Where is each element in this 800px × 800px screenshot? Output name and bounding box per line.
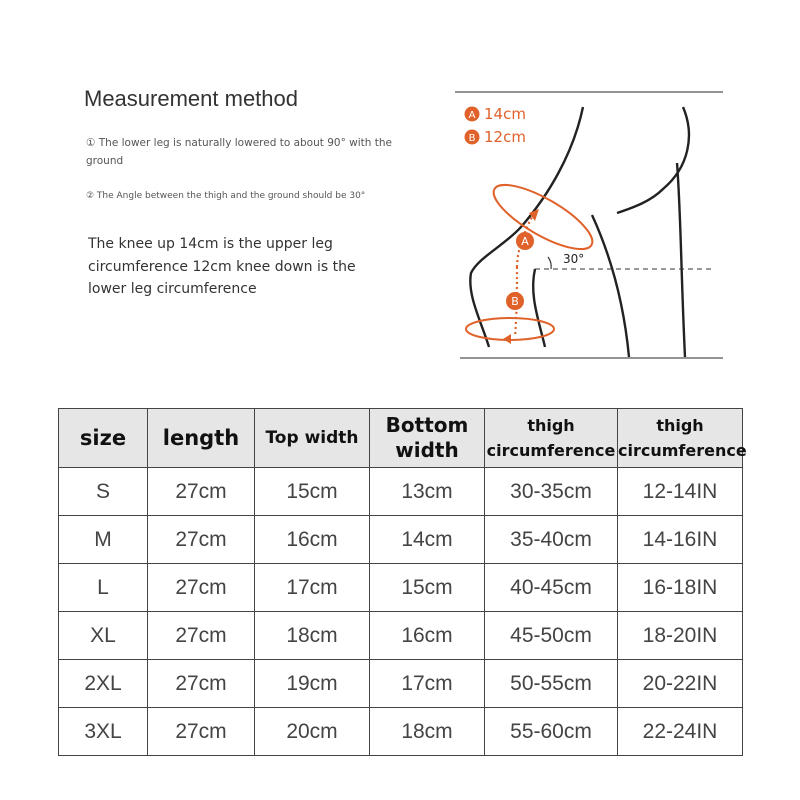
legend-b-value: 12cm: [484, 128, 526, 146]
cell-top-width: 16cm: [255, 516, 370, 564]
cell-thigh-cm: 45-50cm: [485, 612, 618, 660]
cell-thigh-in: 18-20IN: [618, 612, 743, 660]
thigh-measure-ring: [486, 173, 601, 260]
cell-thigh-cm: 30-35cm: [485, 468, 618, 516]
marker-a-label: A: [521, 235, 529, 248]
cell-size: L: [59, 564, 148, 612]
cell-thigh-in: 20-22IN: [618, 660, 743, 708]
cell-bottom-width: 14cm: [370, 516, 485, 564]
cell-size: XL: [59, 612, 148, 660]
legend-b-marker-label: B: [468, 133, 476, 144]
table-row: [59, 516, 743, 564]
cell-thigh-cm: 50-55cm: [485, 660, 618, 708]
table-row: [59, 708, 743, 756]
leg-outline-calf: [677, 163, 685, 357]
cell-length: 27cm: [148, 612, 255, 660]
cell-size: 2XL: [59, 660, 148, 708]
cell-top-width: 17cm: [255, 564, 370, 612]
cell-thigh-in: 22-24IN: [618, 708, 743, 756]
cell-bottom-width: 17cm: [370, 660, 485, 708]
cell-bottom-width: 15cm: [370, 564, 485, 612]
marker-b-label: B: [511, 295, 519, 308]
cell-thigh-cm: 40-45cm: [485, 564, 618, 612]
cell-top-width: 20cm: [255, 708, 370, 756]
page-title: Measurement method: [84, 86, 298, 111]
cell-bottom-width: 18cm: [370, 708, 485, 756]
cell-bottom-width: 16cm: [370, 612, 485, 660]
cell-length: 27cm: [148, 516, 255, 564]
instruction-step-1: ① The lower leg is naturally lowered to about 90° with the ground: [86, 137, 393, 167]
knee-measurement-diagram: [455, 85, 735, 370]
cell-bottom-width: 13cm: [370, 468, 485, 516]
cell-thigh-cm: 35-40cm: [485, 516, 618, 564]
cell-size: S: [59, 468, 148, 516]
legend-a-value: 14cm: [484, 105, 526, 123]
arrow-b-head: [503, 334, 511, 344]
table-row: [59, 468, 743, 516]
cell-top-width: 15cm: [255, 468, 370, 516]
header-length: length: [148, 409, 255, 468]
table-row: [59, 612, 743, 660]
angle-arc: [548, 257, 551, 269]
angle-label: 30°: [563, 252, 585, 266]
leg-outline-back-lower: [592, 215, 629, 357]
cell-thigh-in: 16-18IN: [618, 564, 743, 612]
header-thigh-circumference-cm: thigh circumference: [485, 409, 618, 468]
cell-size: 3XL: [59, 708, 148, 756]
table-row: [59, 660, 743, 708]
legend-a-marker-label: A: [468, 110, 476, 121]
cell-thigh-in: 12-14IN: [618, 468, 743, 516]
cell-thigh-cm: 55-60cm: [485, 708, 618, 756]
header-bottom-width: Bottom width: [370, 409, 485, 468]
cell-size: M: [59, 516, 148, 564]
size-chart-table: [58, 408, 747, 756]
cell-top-width: 19cm: [255, 660, 370, 708]
cell-thigh-in: 14-16IN: [618, 516, 743, 564]
cell-length: 27cm: [148, 660, 255, 708]
header-top-width: Top width: [255, 409, 370, 468]
cell-length: 27cm: [148, 468, 255, 516]
header-thigh-circumference-in: thigh circumference: [618, 409, 743, 468]
instruction-step-2: ② The Angle between the thigh and the ground should be 30°: [86, 191, 366, 201]
header-size: size: [59, 409, 148, 468]
table-row: [59, 564, 743, 612]
cell-length: 27cm: [148, 708, 255, 756]
cell-top-width: 18cm: [255, 612, 370, 660]
table-header-row: [59, 409, 743, 468]
measurement-description: The knee up 14cm is the upper leg circumference 12cm knee down is the lower leg circumference: [88, 236, 356, 297]
cell-length: 27cm: [148, 564, 255, 612]
